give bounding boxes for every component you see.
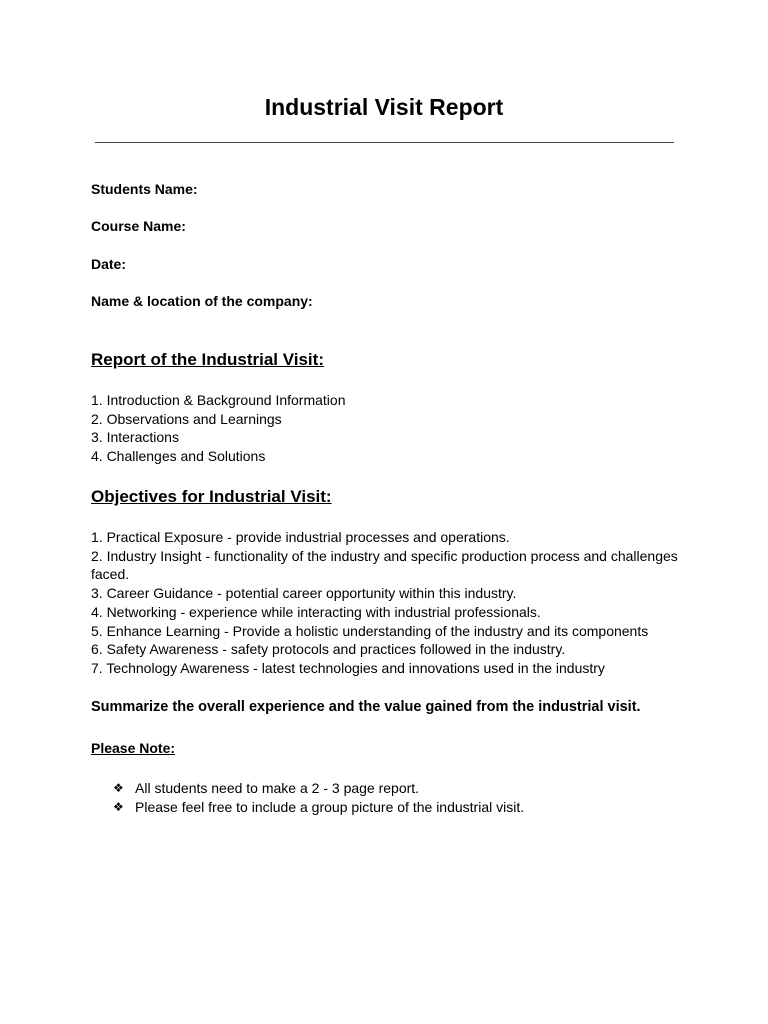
list-item: 4. Challenges and Solutions: [91, 448, 266, 465]
list-item: 2. Industry Insight - functionality of the industry and specific production process and challenges faced.: [91, 547, 678, 583]
title-divider: [95, 142, 674, 143]
note-list: [113, 779, 524, 817]
objectives-list: [91, 528, 681, 678]
document-title: Industrial Visit Report: [264, 94, 504, 120]
note-heading: Please Note:: [91, 740, 176, 756]
report-section-heading: Report of the Industrial Visit:: [91, 350, 324, 369]
students-name-field: Students Name:: [91, 181, 198, 197]
summary-instruction: Summarize the overall experience and the value gained from the industrial visit.: [91, 699, 641, 715]
diamond-bullet-icon: ❖: [113, 781, 124, 795]
note-text: Please feel free to include a group picture of the industrial visit.: [135, 799, 525, 815]
list-item: 5. Enhance Learning - Provide a holistic understanding of the industry and its components: [91, 622, 649, 639]
date-field: Date:: [91, 256, 127, 272]
list-item: 3. Interactions: [91, 429, 179, 446]
diamond-bullet-icon: ❖: [113, 800, 124, 814]
list-item: 7. Technology Awareness - latest technologies and innovations used in the industry: [91, 659, 605, 676]
report-section-list: [91, 391, 681, 466]
list-item: 4. Networking - experience while interacting with industrial professionals.: [91, 603, 541, 620]
course-name-field: Course Name:: [91, 218, 186, 234]
list-item: 2. Observations and Learnings: [91, 410, 282, 427]
note-text: All students need to make a 2 - 3 page report.: [135, 780, 420, 796]
list-item: 6. Safety Awareness - safety protocols and practices followed in the industry.: [91, 641, 566, 658]
list-item: 3. Career Guidance - potential career opportunity within this industry.: [91, 585, 517, 602]
company-location-field: Name & location of the company:: [91, 293, 313, 309]
list-item: [113, 779, 524, 798]
list-item: 1. Introduction & Background Information: [91, 392, 346, 408]
objectives-section-heading: Objectives for Industrial Visit:: [91, 487, 332, 506]
list-item: 1. Practical Exposure - provide industrial processes and operations.: [91, 529, 510, 545]
list-item: [113, 798, 524, 817]
